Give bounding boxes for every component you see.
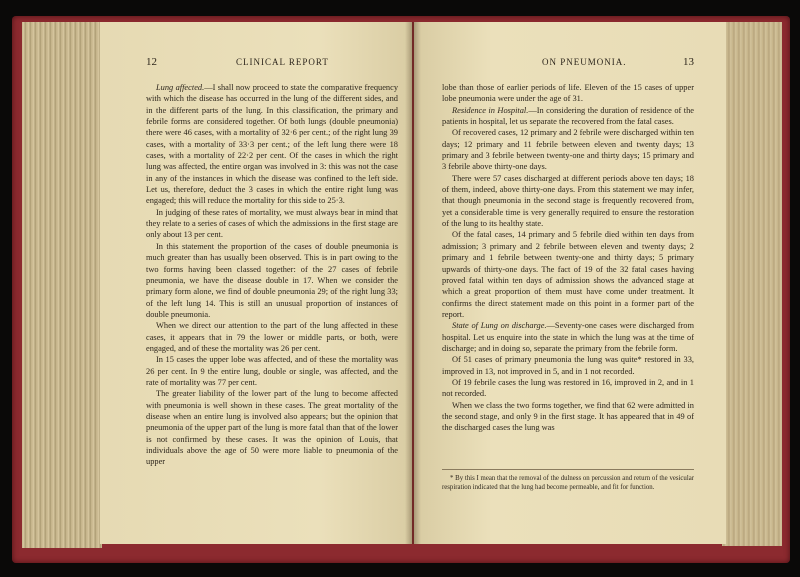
- paragraph-text: Of the fatal cases, 14 primary and 5 febrile died within ten days from admission; 3 primary and 2 febrile between eleven and twenty days; 2 primary and 1 febrile between twenty-one and thirty days; 5 primary upwards of thirty-one days. The fact of 19 of the 32 fatal cases having proved fatal within ten days of admission shows the advanced stage at which a great proportion of them must have come under treatment. It confirms the direct statement made on this point in a former part of the report.: [442, 230, 694, 319]
- paragraph-text: lobe than those of earlier periods of life. Eleven of the 15 cases of upper lobe pneumonia were under the age of 31.: [442, 83, 694, 104]
- paragraph-text: There were 57 cases discharged at different periods above ten days; 18 of them, indeed, above thirty-one days. From this statement we may infer, that though pneumonia in the second stage is frequently recovered from, yet a considerable time is very generally required to ensure the restoration of the lung to its healthy state.: [442, 173, 694, 229]
- paragraph-text: In judging of these rates of mortality, we must always bear in mind that they relate to a series of cases of which the admissions in the first stage are only about 13 per cent.: [146, 207, 398, 240]
- left-page-number: 12: [146, 56, 157, 68]
- paragraph: [146, 207, 398, 241]
- paragraph-text: —In considering the duration of residence of the patients in hospital, let us separate the recovered from the fatal cases.: [442, 105, 694, 127]
- paragraph-text: When we class the two forms together, we find that 62 were admitted in the second stage, and only 9 in the first stage. It has appeared that in 49 of the discharged cases the lung was: [442, 400, 694, 433]
- right-page: [414, 22, 726, 544]
- paragraph-lead: Residence in Hospital.: [452, 105, 529, 115]
- paragraph: [442, 105, 694, 128]
- paragraph: [442, 229, 694, 320]
- page-edges-left: [22, 22, 102, 548]
- paragraph: [146, 82, 398, 207]
- footnote: * By this I mean that the removal of the dulness on percussion and return of the vesicular respiration indicated that the lung had become permeable, and fit for function.: [442, 475, 694, 491]
- paragraph-text: In 15 cases the upper lobe was affected, and of these the mortality was 26 per cent. In 9 the entire lung, double or single, was affected, and the rate of mortality was 77 per cent.: [146, 355, 398, 387]
- paragraph: [442, 127, 694, 172]
- paragraph-text: In this statement the proportion of the cases of double pneumonia is much greater than has usually been observed. This is in part owing to the two forms having been classed together: of the 27 cases of febrile pneumonia, we have the disease double in 17. When we consider the primary form alone, we find of double pneumonia 29; of the right lung 33; of the left lung 14. This is still an unusual proportion of instances of double pneumonia.: [146, 241, 398, 319]
- paragraph: [146, 241, 398, 320]
- paragraph: [442, 400, 694, 434]
- left-page-text: [146, 82, 398, 468]
- left-page: [100, 22, 412, 544]
- paragraph: [146, 320, 398, 354]
- paragraph: [442, 354, 694, 377]
- paragraph-text: Of 19 febrile cases the lung was restored in 16, improved in 2, and in 1 not recorded.: [442, 377, 694, 399]
- paragraph-lead: State of Lung on discharge.: [452, 321, 547, 331]
- paragraph-text: When we direct our attention to the part of the lung affected in these cases, it appears that in 79 the lower or middle parts, or both, were engaged, and of these the mortality was 26 per cent.: [146, 321, 398, 353]
- paragraph: [442, 377, 694, 400]
- paragraph-text: The greater liability of the lower part of the lung to become affected with pneumonia is well shown in these cases. The great mortality of the disease when an entire lung is involved also appears; but the opinion that pneumonia of the upper part of the lung is more fatal than that of the lower is not confirmed by these cases. It was the opinion of Louis, that individuals above the age of 50 were more liable to pneumonia of the upper: [146, 389, 398, 467]
- footnote-rule: [442, 469, 694, 470]
- page-edges-right: [722, 22, 782, 546]
- right-running-title: ON PNEUMONIA.: [542, 57, 627, 67]
- paragraph: [146, 388, 398, 467]
- paragraph: [442, 82, 694, 105]
- paragraph: [146, 354, 398, 388]
- paragraph: [442, 173, 694, 230]
- right-page-text: [442, 82, 694, 434]
- paragraph-text: Of 51 cases of primary pneumonia the lung was quite* restored in 33, improved in 13, not improved in 5, and in 1 not recorded.: [442, 355, 694, 376]
- paragraph-lead: Lung affected.: [156, 83, 205, 92]
- paragraph-text: Of recovered cases, 12 primary and 2 febrile were discharged within ten days; 12 primary and 11 febrile between eleven and twenty days; 13 primary and 3 febrile between twenty-one and thirty days; 15 primary and 3 febrile above thirty-one days.: [442, 128, 694, 172]
- paragraph-text: —Seventy-one cases were discharged from hospital. Let us enquire into the state in which the lung was at the time of discharge; and in doing so, separate the primary from the febrile form.: [442, 321, 694, 353]
- paragraph-text: —I shall now proceed to state the comparative frequency with which the disease has occurred in the lung of the different sides, and in the different parts of the lung. In this classification, the primary and febrile forms are considered together. Of both lungs (double pneumonia) there were 46 cases, with a mortality of 32·6 per cent.; of the right lung 39 cases, with a mortality of 33·3 per cent.; of the left lung there were 18 cases, with a mortality of 22·2 per cent. Of the cases in which the right lung was affected, the entire organ was involved in 3: this was not the case in any of the instances in which the disease was confined to the left side. Let us, therefore, deduct the 3 cases in which the entire right lung was engaged; this will reduce the mortality for this side to 25·3.: [146, 83, 399, 206]
- right-page-number: 13: [683, 56, 694, 68]
- left-running-title: CLINICAL REPORT: [236, 57, 329, 67]
- paragraph: [442, 320, 694, 354]
- book-gutter: [405, 22, 421, 544]
